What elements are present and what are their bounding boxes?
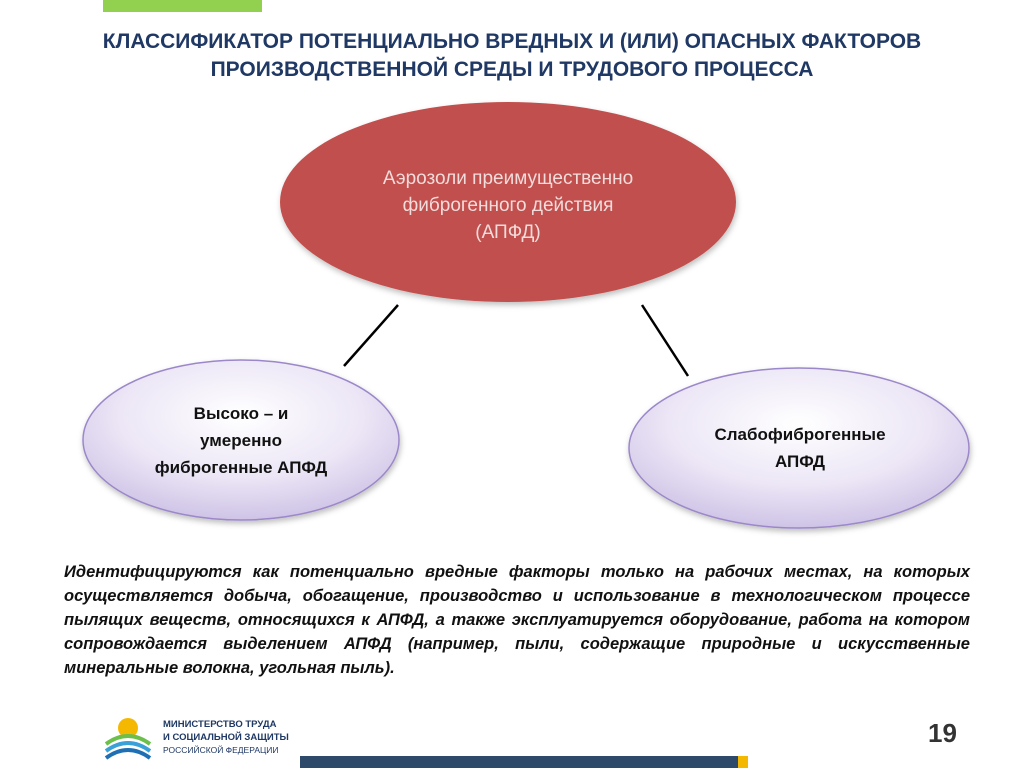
page-number: 19 bbox=[928, 718, 957, 748]
ministry-line-3: РОССИЙСКОЙ ФЕДЕРАЦИИ bbox=[163, 745, 279, 755]
right-node-line-1: Слабофиброгенные bbox=[714, 425, 886, 444]
ministry-line-1: МИНИСТЕРСТВО ТРУДА bbox=[163, 719, 277, 730]
title-line-1: КЛАССИФИКАТОР ПОТЕНЦИАЛЬНО ВРЕДНЫХ И (ИЛИ) ОПАСНЫХ ФАКТОРОВ bbox=[102, 30, 922, 53]
right-node-line-2: АПФД bbox=[774, 452, 826, 471]
bottom-bar-accent bbox=[738, 756, 748, 768]
top-node-line-1: Аэрозоли преимущественно bbox=[382, 167, 634, 189]
top-node-line-2: фиброгенного действия bbox=[402, 194, 614, 216]
left-node-label bbox=[110, 390, 372, 490]
right-node-label bbox=[650, 408, 950, 488]
connector-left bbox=[344, 305, 398, 366]
ministry-name bbox=[163, 718, 289, 757]
ministry-logo-icon bbox=[104, 714, 152, 762]
description-text: Идентифицируются как потенциально вредные факторы только на рабочих местах, на которых осуществляется добыча, обогащение, производство и использование в технологическом процессе пылящих веществ, относящихся к АПФД, а также эксплуатируется оборудование, работа на котором сопровождается выделением АПФД (например, пыли, содержащие природные и искусственные минеральные волокна, угольная пыль). bbox=[64, 563, 970, 677]
ministry-line-2: И СОЦИАЛЬНОЙ ЗАЩИТЫ bbox=[163, 732, 289, 743]
left-node-line-3: фиброгенные АПФД bbox=[154, 457, 328, 477]
title-line-2: ПРОИЗВОДСТВЕННОЙ СРЕДЫ И ТРУДОВОГО ПРОЦЕССА bbox=[210, 58, 814, 81]
left-node-line-1: Высоко – и bbox=[193, 403, 289, 423]
top-node-line-3: (АПФД) bbox=[475, 221, 541, 243]
top-node-label bbox=[300, 150, 716, 260]
bottom-bar bbox=[300, 756, 738, 768]
left-node-line-2: умеренно bbox=[199, 430, 283, 450]
connector-right bbox=[642, 305, 688, 376]
